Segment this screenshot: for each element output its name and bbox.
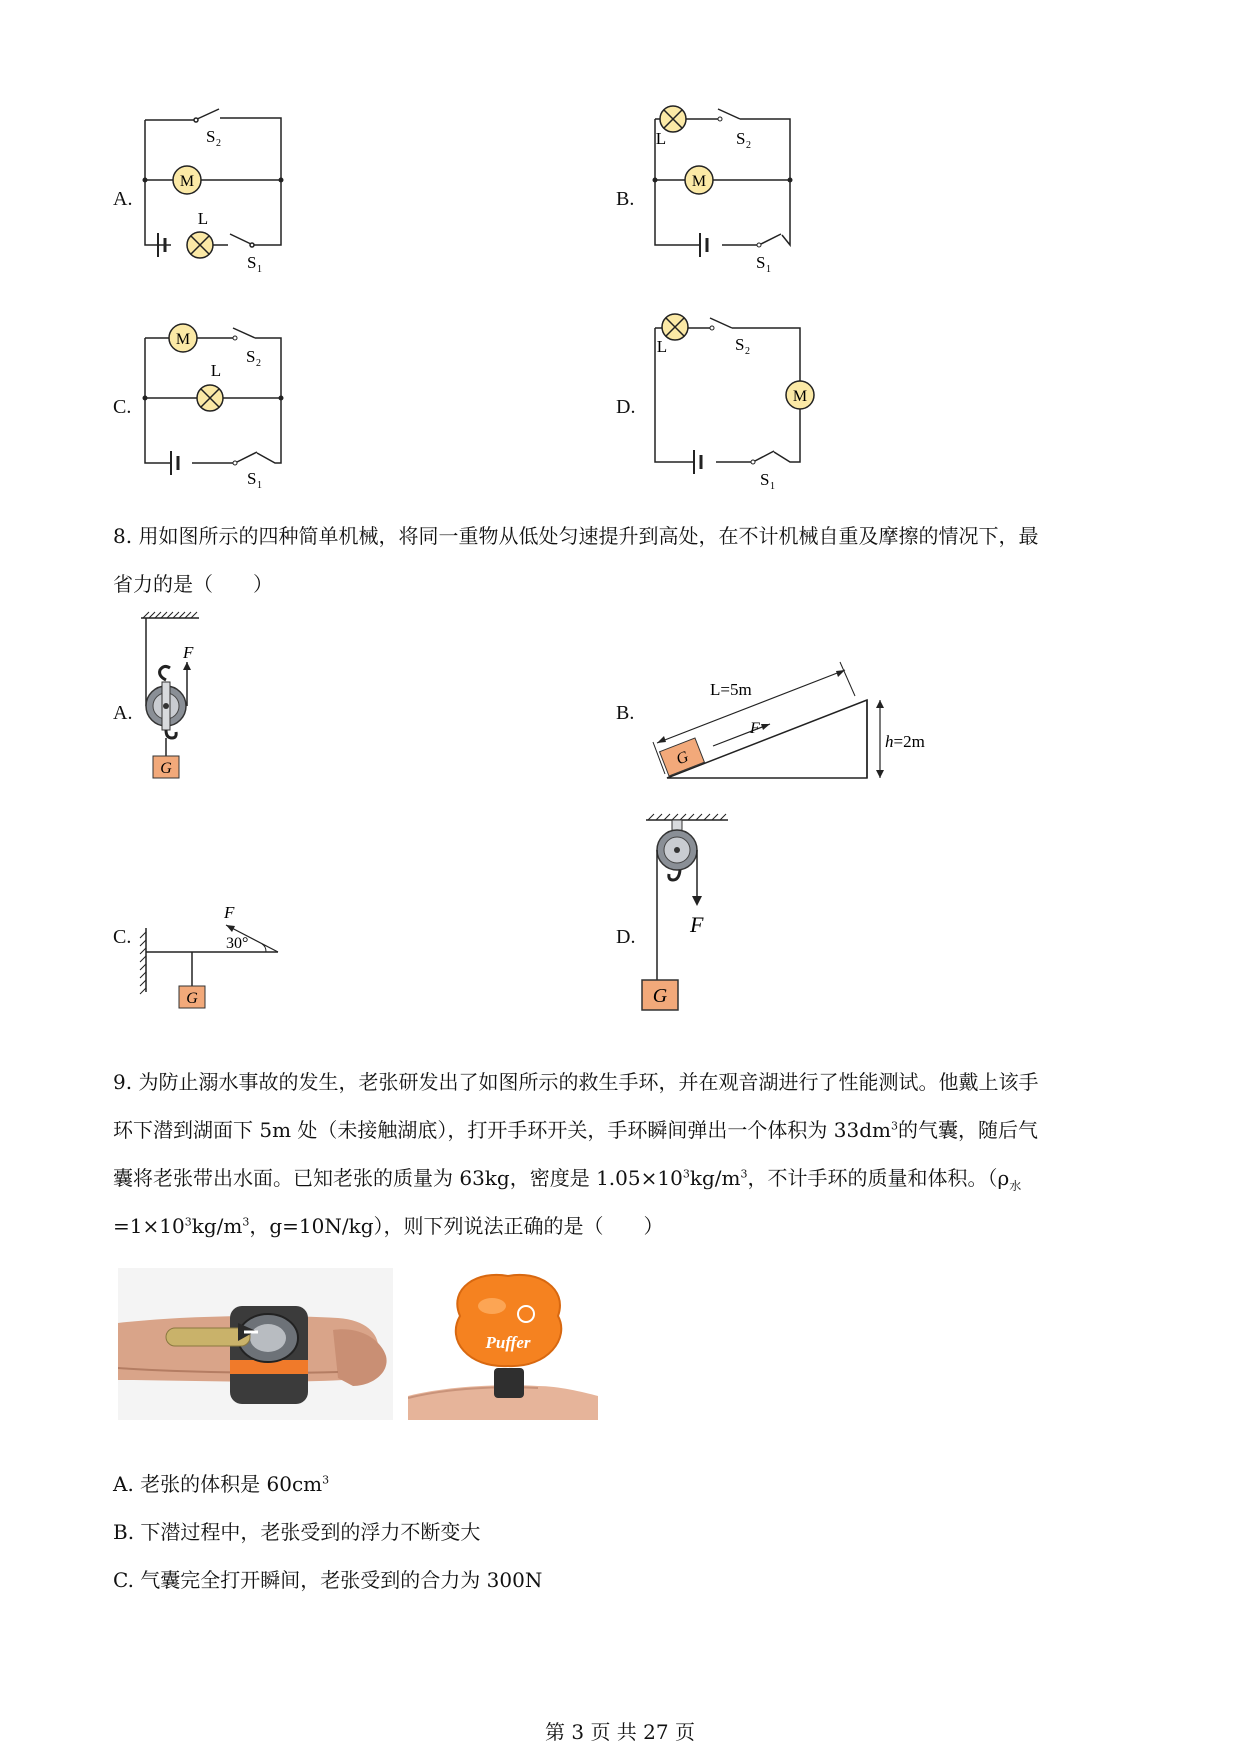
option-a-label: A. [113, 188, 133, 210]
svg-text:S: S [736, 129, 746, 148]
movable-pulley-diagram [135, 610, 215, 795]
svg-text:1: 1 [770, 481, 775, 492]
svg-text:S: S [756, 253, 766, 272]
svg-text:2: 2 [216, 138, 221, 149]
svg-text:1: 1 [257, 480, 262, 491]
page-footer: 第 3 页 共 27 页 [545, 1720, 695, 1744]
svg-text:L: L [655, 129, 667, 148]
svg-text:F: F [690, 912, 704, 937]
svg-text:M: M [175, 331, 191, 348]
svg-text:G: G [652, 985, 668, 1007]
svg-text:L: L [210, 361, 222, 380]
circuit-a-diagram [135, 100, 295, 275]
question-9-line1: 9. 为防止溺水事故的发生，老张研发出了如图所示的救生手环，并在观音湖进行了性能测试。他戴上该手 [113, 1070, 1039, 1094]
option-d-label: D. [616, 396, 636, 418]
q8-option-a-label: A. [113, 702, 133, 724]
svg-text:2: 2 [256, 358, 261, 369]
svg-text:S: S [246, 347, 256, 366]
svg-text:M: M [792, 388, 808, 405]
svg-text:F: F [750, 720, 760, 737]
question-9-line4: $=1\times 10^3kg/m^3$，g=10N/kg），则下列说法正确的是（ ） [113, 1214, 664, 1238]
motor-label: M [179, 173, 195, 190]
svg-text:F: F [224, 903, 235, 922]
svg-text:L: L [656, 337, 668, 356]
question-8-stem-line2: 省力的是（ ） [113, 572, 273, 596]
q8-option-b-label: B. [616, 702, 635, 724]
circuit-d-diagram [640, 300, 820, 495]
fixed-pulley-diagram [640, 812, 740, 1027]
lever-diagram [138, 880, 288, 1015]
svg-text:M: M [691, 173, 707, 190]
q8-option-c-label: C. [113, 926, 132, 948]
switch-s2-label: S [206, 127, 216, 146]
svg-text:S: S [760, 470, 770, 489]
q9-option-b: B. 下潜过程中，老张受到的浮力不断变大 [113, 1520, 481, 1544]
length-label: L=5m [710, 680, 752, 699]
svg-text:1: 1 [257, 264, 262, 275]
svg-text:G: G [674, 748, 691, 769]
svg-text:2: 2 [746, 140, 751, 151]
q9-option-a: A. 老张的体积是 $60cm^3$ [113, 1472, 330, 1496]
option-c-label: C. [113, 396, 132, 418]
height-label: h=2m [885, 732, 925, 751]
angle-label: 30° [226, 935, 249, 952]
option-b-label: B. [616, 188, 635, 210]
q8-option-d-label: D. [616, 926, 636, 948]
q9-option-c: C. 气囊完全打开瞬间，老张受到的合力为 300N [113, 1568, 543, 1592]
question-9-line3: 囊将老张带出水面。已知老张的质量为 63kg，密度是 $1.05\times 10^3kg/m^3$，不计手环的质量和体积。（$\rho_水$ [113, 1166, 1022, 1193]
lamp-label: L [197, 209, 209, 228]
circuit-c-diagram [135, 318, 295, 493]
inclined-plane-diagram [645, 650, 925, 790]
svg-text:2: 2 [745, 346, 750, 357]
weight-label: G [160, 760, 172, 777]
puffer-brand-text: Puffer [485, 1333, 531, 1352]
question-9-line2: 环下潜到湖面下 5m 处（未接触湖底），打开手环开关，手环瞬间弹出一个体积为 $33dm^3$的气囊，随后气 [113, 1118, 1038, 1142]
force-label: F [183, 643, 194, 662]
svg-text:1: 1 [766, 264, 771, 275]
svg-text:S: S [247, 469, 257, 488]
svg-text:S: S [735, 335, 745, 354]
svg-text:G: G [186, 990, 198, 1007]
question-8-stem-line1: 8. 用如图所示的四种简单机械，将同一重物从低处匀速提升到高处，在不计机械自重及摩擦的情况下，最 [113, 524, 1039, 548]
switch-s1-label: S [247, 253, 257, 272]
circuit-b-diagram [640, 100, 800, 275]
rescue-wristband-photo [118, 1268, 393, 1420]
inflated-airbag-photo [408, 1268, 598, 1420]
